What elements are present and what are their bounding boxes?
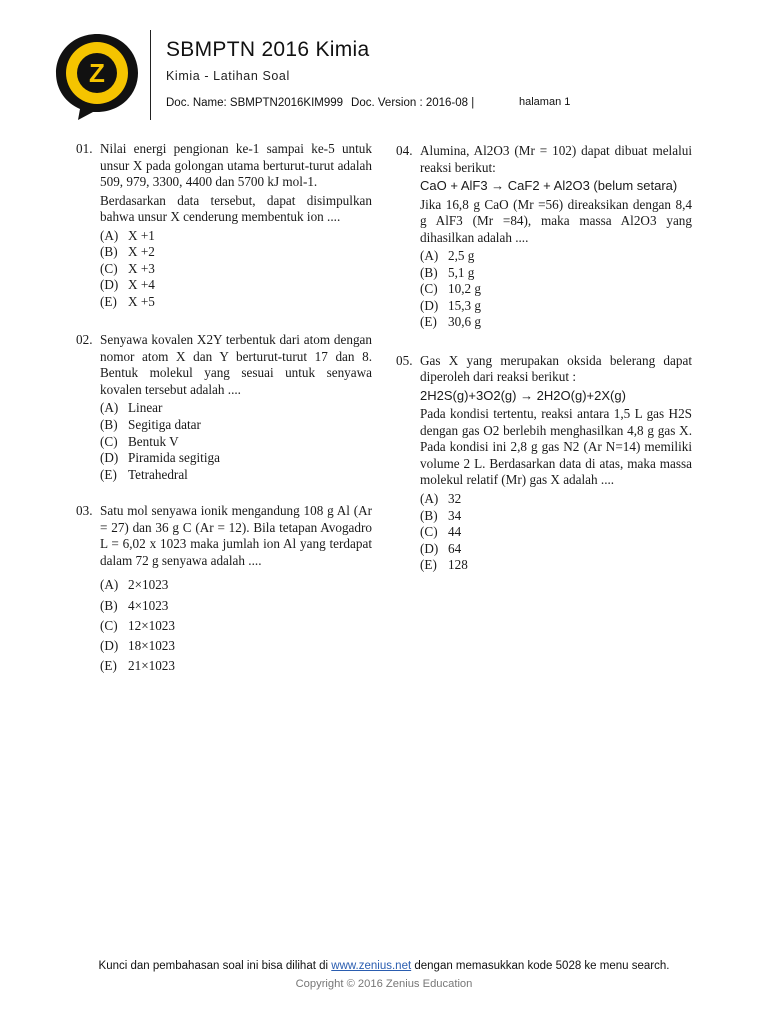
answer-options (100, 577, 372, 678)
document-title: SBMPTN 2016 Kimia (166, 38, 370, 61)
answer-option[interactable]: (E) X +5 (100, 293, 155, 309)
answer-option[interactable]: (A) 32 (420, 490, 462, 506)
question-number: 01. (76, 141, 93, 156)
answer-option[interactable]: (B) 34 (420, 507, 462, 523)
zenius-logo (53, 30, 141, 122)
answer-option[interactable]: (E) 21×1023 (100, 658, 175, 674)
answer-option[interactable]: (C) 44 (420, 524, 462, 540)
answer-option[interactable]: (C) 10,2 g (420, 281, 481, 297)
answer-option[interactable]: (A) 2,5 g (420, 248, 475, 263)
question-number: 03. (76, 503, 93, 519)
question-stem: Nilai energi pengionan ke-1 sampai ke-5 untuk unsur X pada golongan utama berturut-turut adalah 509, 979, 3300, 4400 dan 5700 kJ mol-1. (100, 141, 372, 189)
header-divider (150, 30, 151, 120)
question-number: 02. (76, 332, 93, 348)
answer-option[interactable]: (A) 2×1023 (100, 577, 169, 593)
answer-options (100, 228, 372, 311)
answer-option[interactable]: (A) X +1 (100, 227, 155, 243)
answer-option[interactable]: (D) 64 (420, 540, 462, 556)
answer-option[interactable]: (A) Linear (100, 400, 163, 416)
answer-option[interactable]: (B) 5,1 g (420, 264, 475, 280)
zenius-link[interactable]: www.zenius.net (331, 960, 412, 972)
reaction-equation: 2H2S(g)+3O2(g) → 2H2O(g)+2X(g) (420, 387, 626, 403)
question-stem-2: Pada kondisi tertentu, reaksi antara 1,5 L gas H2S dengan gas O2 berlebih menghasilkan 4,8 g gas X. Pada kondisi ini 2,8 g gas N2 (Ar N=14) memiliki volume 2 L. Berdasarkan data di atas, maka massa molekul relatif (Mr) gas X adalah .... (420, 406, 692, 488)
question-stem: Alumina, Al2O3 (Mr = 102) dapat dibuat melalui reaksi berikut: (420, 143, 692, 175)
answer-option[interactable]: (C) Bentuk V (100, 433, 179, 449)
answer-option[interactable]: (D) X +4 (100, 277, 155, 293)
answer-option[interactable]: (B) Segitiga datar (100, 417, 201, 433)
question-stem: Satu mol senyawa ionik mengandung 108 g Al (Ar = 27) dan 36 g C (Ar = 12). Bila tetapan Avogadro L = 6,02 x 1023 maka jumlah ion Al yang terdapat dalam 72 g senyawa adalah .... (100, 503, 372, 568)
doc-name: Doc. Name: SBMPTN2016KIM999 (166, 97, 344, 109)
answer-option[interactable]: (C) 12×1023 (100, 617, 175, 633)
question-3 (76, 503, 372, 678)
answer-option[interactable]: (E) 30,6 g (420, 314, 481, 330)
doc-version: Doc. Version : 2016-08 | (351, 97, 475, 109)
question-1 (76, 141, 372, 310)
doc-meta (166, 97, 474, 109)
question-5 (396, 353, 692, 574)
question-number: 04. (396, 143, 413, 158)
answer-options (100, 400, 372, 483)
answer-options (420, 491, 692, 574)
question-2 (76, 332, 372, 483)
answer-option[interactable]: (B) 4×1023 (100, 597, 169, 613)
answer-option[interactable]: (D) 18×1023 (100, 638, 175, 653)
question-stem-2: Jika 16,8 g CaO (Mr =56) direaksikan dengan 8,4 g AlF3 (Mr =84), maka massa Al2O3 yang dihasilkan adalah .... (420, 196, 692, 245)
question-number: 05. (396, 352, 413, 368)
reaction-equation: CaO + AlF3 → CaF2 + Al2O3 (belum setara) (420, 178, 678, 193)
page-label: halaman 1 (519, 96, 571, 108)
question-4 (396, 143, 692, 331)
answer-option[interactable]: (D) Piramida segitiga (100, 450, 220, 466)
footer-note: Kunci dan pembahasan soal ini bisa dilihat di www.zenius.net dengan memasukkan kode 5028 ke menu search. (98, 960, 670, 972)
answer-option[interactable]: (E) Tetrahedral (100, 466, 188, 482)
question-stem-2: Berdasarkan data tersebut, dapat disimpulkan bahwa unsur X cenderung membentuk ion .... (100, 192, 372, 224)
answer-option[interactable]: (E) 128 (420, 557, 468, 573)
left-column (76, 141, 372, 678)
answer-options (420, 248, 692, 331)
answer-option[interactable]: (C) X +3 (100, 260, 155, 276)
question-stem: Gas X yang merupakan oksida belerang dapat diperoleh dari reaksi berikut : (420, 352, 692, 385)
document-subtitle: Kimia - Latihan Soal (166, 69, 290, 83)
answer-option[interactable]: (B) X +2 (100, 244, 155, 260)
right-column (396, 143, 692, 574)
answer-option[interactable]: (D) 15,3 g (420, 297, 481, 313)
copyright: Copyright © 2016 Zenius Education (295, 978, 473, 990)
question-stem: Senyawa kovalen X2Y terbentuk dari atom dengan nomor atom X dan Y berturut-turut 17 dan 8. Bentuk molekul yang sesuai untuk senyawa kovalen tersebut adalah .... (100, 332, 372, 397)
logo-letter: Z (89, 58, 105, 88)
